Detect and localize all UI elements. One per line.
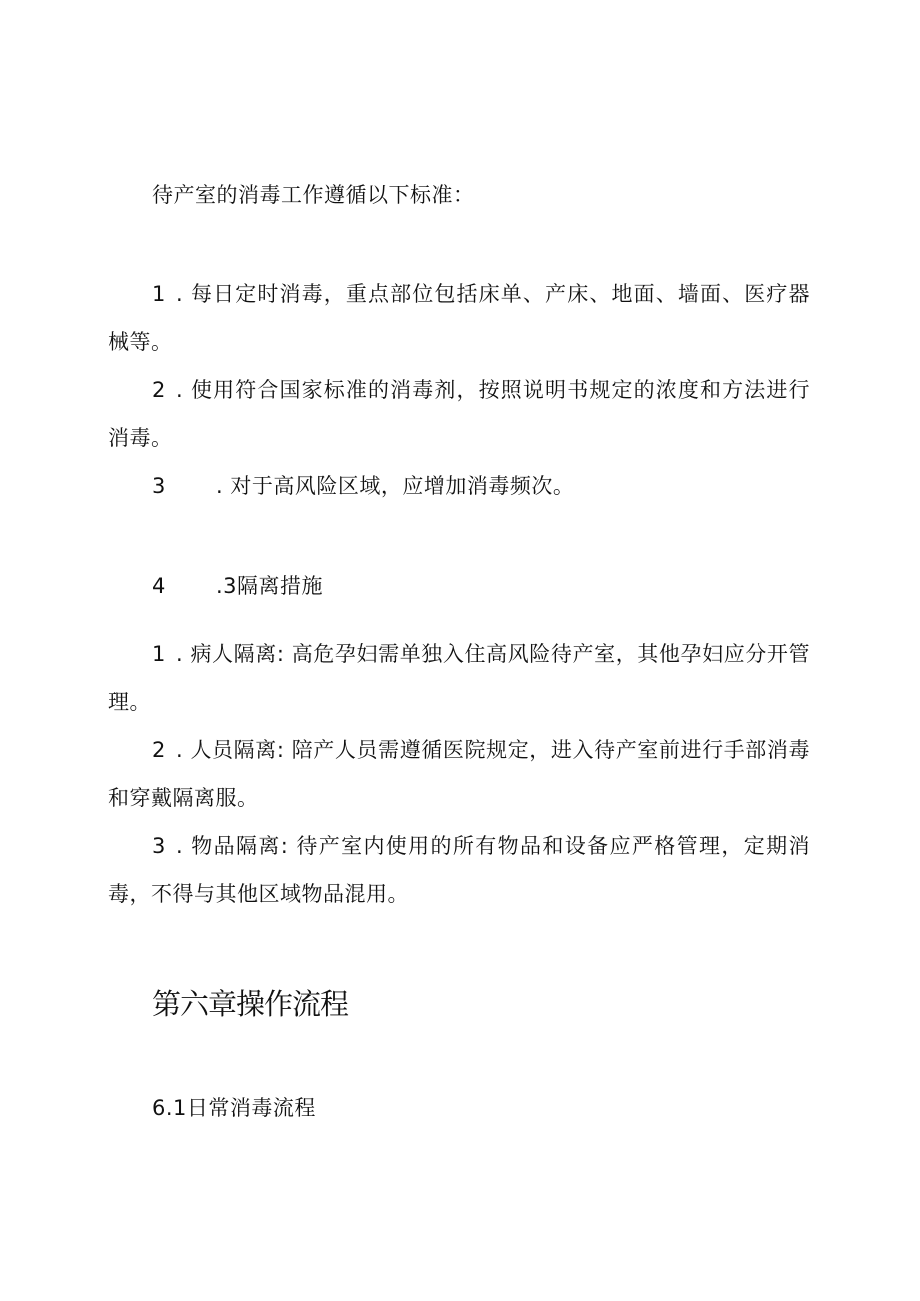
item-text: . 病人隔离: 高危孕妇需单独入住高风险待产室，其他孕妇应分开管理。	[108, 642, 810, 714]
section-number: 4	[152, 574, 166, 598]
item-text: . 物品隔离: 待产室内使用的所有物品和设备应严格管理，定期消毒，不得与其他区域物品混用。	[108, 834, 810, 906]
item-number: 2	[152, 738, 166, 762]
section-heading-4-3	[108, 562, 810, 610]
intro-paragraph: 待产室的消毒工作遵循以下标准：	[152, 183, 475, 207]
item-text: . 每日定时消毒，重点部位包括床单、产床、地面、墙面、医疗器械等。	[108, 282, 810, 354]
disinfection-item-1	[108, 270, 810, 366]
disinfection-item-2	[108, 366, 810, 462]
item-text: . 人员隔离: 陪产人员需遵循医院规定，进入待产室前进行手部消毒和穿戴隔离服。	[108, 738, 810, 810]
section-title: .3隔离措施	[216, 574, 324, 598]
item-number: 1	[152, 642, 166, 666]
item-number: 3	[152, 474, 166, 498]
item-text: . 使用符合国家标准的消毒剂，按照说明书规定的浓度和方法进行消毒。	[108, 378, 810, 450]
chapter-title: 第六章操作流程	[152, 987, 349, 1021]
section-heading-6-1: 6.1日常消毒流程	[152, 1096, 316, 1120]
disinfection-item-3	[108, 462, 810, 510]
item-text: . 对于高风险区域，应增加消毒频次。	[216, 474, 575, 498]
item-number: 1	[152, 282, 166, 306]
item-number: 3	[152, 834, 166, 858]
item-number: 2	[152, 378, 166, 402]
isolation-item-3	[108, 822, 810, 918]
isolation-item-2	[108, 726, 810, 822]
isolation-item-1	[108, 630, 810, 726]
